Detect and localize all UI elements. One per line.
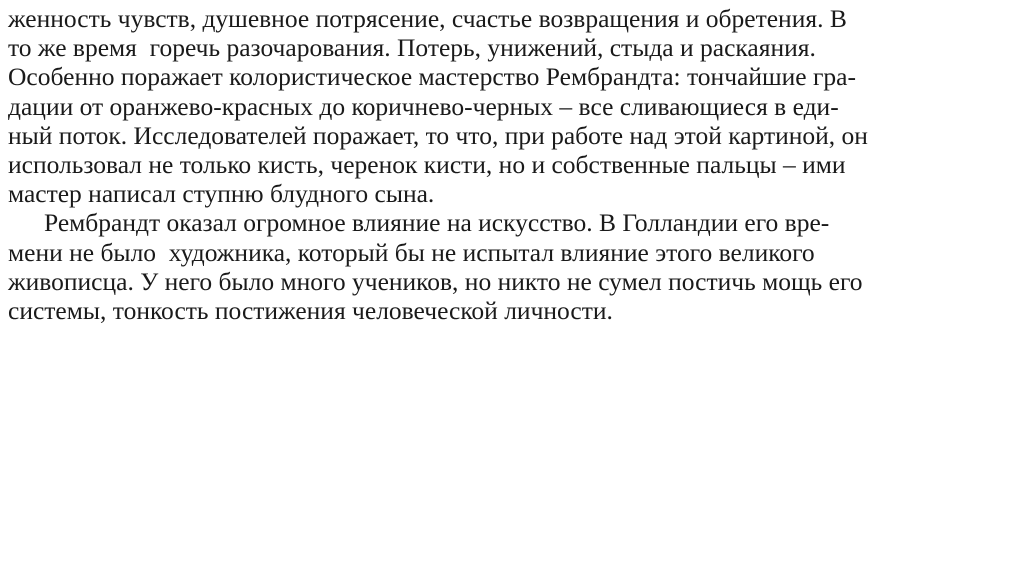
- paragraph-2: [8, 208, 1018, 325]
- paragraph-1: [8, 4, 1018, 208]
- text-line: ный поток. Исследователей поражает, то что, при работе над этой картиной, он: [8, 120, 868, 150]
- text-line: живописца. У него было много учеников, но никто не сумел постичь мощь его: [8, 266, 863, 296]
- text-line: Особенно поражает колористическое мастерство Рембрандта: тончайшие гра-: [8, 62, 856, 92]
- text-line: то же время горечь разочарования. Потерь, унижений, стыда и раскаяния.: [8, 33, 816, 63]
- text-line: использовал не только кисть, черенок кисти, но и собственные пальцы – ими: [8, 150, 846, 180]
- document-text: [8, 4, 1018, 325]
- text-line: дации от оранжево-красных до коричнево-черных – все сливающиеся в еди-: [8, 91, 839, 121]
- text-line: Рембрандт оказал огромное влияние на искусство. В Голландии его вре-: [44, 208, 830, 238]
- text-line: женность чувств, душевное потрясение, счастье возвращения и обретения. В: [8, 4, 847, 33]
- text-line: мастер написал ступню блудного сына.: [8, 179, 435, 209]
- text-line: мени не было художника, который бы не испытал влияние этого великого: [8, 237, 815, 267]
- text-line: системы, тонкость постижения человеческой личности.: [8, 296, 613, 326]
